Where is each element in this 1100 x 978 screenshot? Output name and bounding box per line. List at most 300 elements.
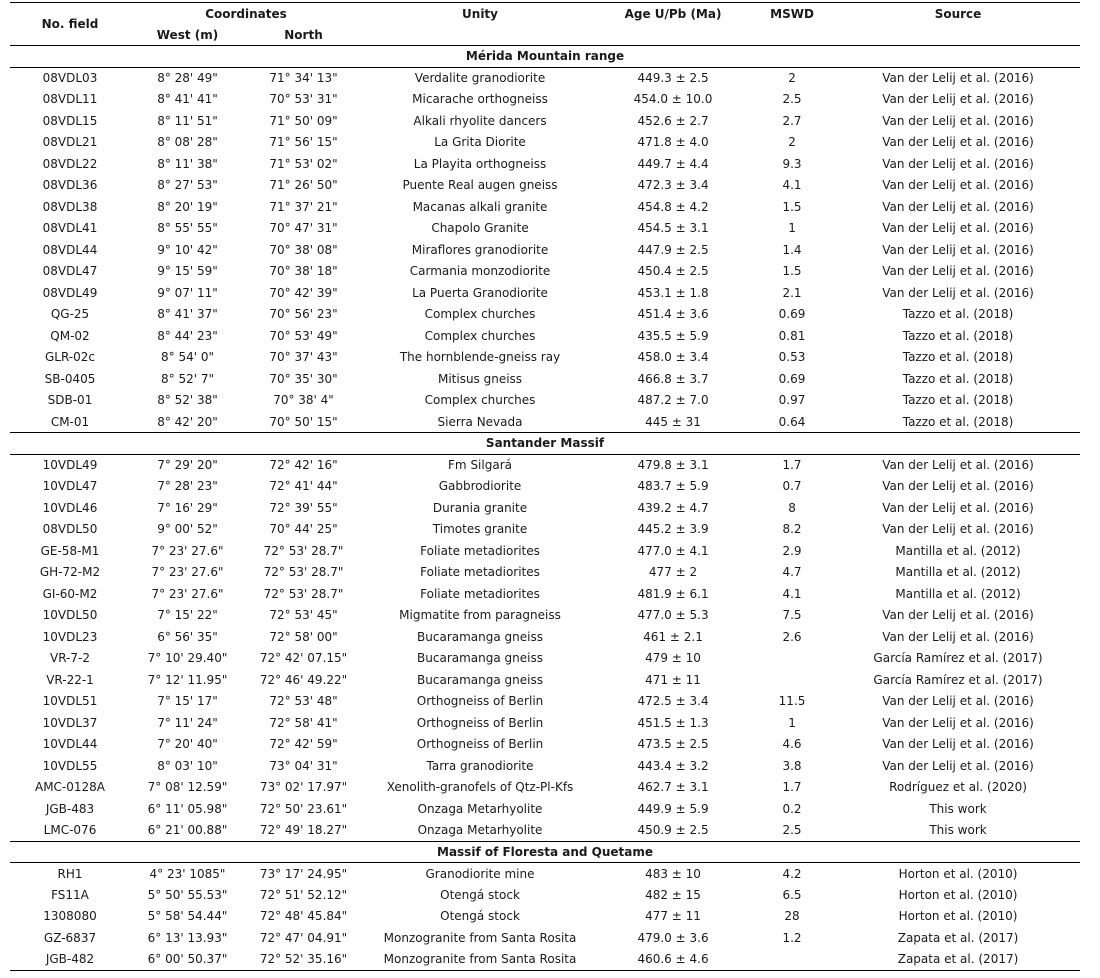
cell-north: 72° 41' 44" (269, 479, 338, 494)
cell-mswd: 1.7 (782, 780, 802, 795)
cell-age: 452.6 ± 2.7 (637, 113, 709, 128)
table-row (10, 927, 1080, 949)
cell-no-field: VR-7-2 (50, 651, 90, 666)
cell-north: 72° 53' 28.7" (263, 586, 344, 601)
cell-unity: Mitisus gneiss (437, 371, 523, 386)
cell-source: Van der Lelij et al. (2016) (882, 178, 1034, 193)
cell-north: 72° 53' 45" (269, 608, 338, 623)
cell-north: 70° 38' 08" (269, 242, 338, 257)
cell-source: Zapata et al. (2017) (897, 930, 1019, 945)
table-row (10, 368, 1080, 390)
cell-no-field: 10VDL55 (42, 758, 98, 773)
cell-source: Van der Lelij et al. (2016) (882, 694, 1034, 709)
cell-age: 445 ± 31 (645, 414, 701, 429)
cell-age: 471 ± 11 (645, 672, 701, 687)
cell-source: Horton et al. (2010) (898, 887, 1018, 902)
cell-mswd: 0.7 (782, 479, 802, 494)
cell-no-field: GE-58-M1 (40, 543, 100, 558)
table-row (10, 669, 1080, 691)
cell-unity: Orthogneiss of Berlin (416, 737, 544, 752)
table-row (10, 132, 1080, 154)
cell-source: Van der Lelij et al. (2016) (882, 71, 1034, 85)
table-row (10, 626, 1080, 648)
cell-unity: Fm Silgará (448, 458, 512, 472)
cell-source: Tazzo et al. (2018) (902, 328, 1014, 343)
cell-mswd: 4.1 (782, 178, 802, 193)
cell-age: 483.7 ± 5.9 (637, 479, 709, 494)
cell-source: Van der Lelij et al. (2016) (882, 285, 1034, 300)
cell-unity: Bucaramanga gneiss (417, 629, 543, 644)
cell-age: 443.4 ± 3.2 (637, 758, 709, 773)
cell-mswd: 2.7 (782, 113, 802, 128)
cell-west: 9° 10' 42" (157, 242, 218, 257)
cell-unity: Gabbrodiorite (438, 479, 522, 494)
cell-no-field: 08VDL49 (42, 285, 98, 300)
table-row (10, 110, 1080, 132)
cell-north: 72° 49' 18.27" (259, 823, 348, 837)
cell-source: Van der Lelij et al. (2016) (882, 156, 1034, 171)
cell-mswd: 0.53 (778, 350, 806, 365)
cell-west: 9° 15' 59" (157, 264, 218, 279)
cell-west: 7° 23' 27.6" (151, 565, 224, 580)
cell-mswd: 8 (788, 500, 796, 515)
cell-unity: Orthogneiss of Berlin (416, 715, 544, 730)
header-coordinates: Coordinates (205, 7, 287, 21)
cell-mswd: 2.9 (782, 543, 802, 558)
cell-north: 71° 56' 15" (269, 135, 338, 150)
cell-mswd (748, 669, 836, 691)
table-row (10, 476, 1080, 498)
cell-north: 72° 39' 55" (269, 500, 338, 515)
cell-unity: La Playita orthogneiss (413, 156, 547, 171)
cell-west: 7° 12' 11.95" (147, 672, 228, 687)
cell-west: 8° 20' 19" (157, 199, 218, 214)
cell-west: 8° 52' 7" (161, 371, 214, 386)
cell-west: 7° 16' 29" (157, 500, 218, 515)
cell-west: 7° 15' 17" (157, 694, 218, 709)
cell-north: 72° 53' 28.7" (263, 565, 344, 580)
cell-unity: Foliate metadiorites (420, 565, 540, 580)
table-row (10, 777, 1080, 799)
header-mswd: MSWD (770, 7, 814, 21)
cell-north: 72° 53' 28.7" (263, 543, 344, 558)
cell-mswd: 0.81 (778, 328, 806, 343)
cell-no-field: QG-25 (50, 307, 90, 322)
cell-source: Van der Lelij et al. (2016) (882, 242, 1034, 257)
cell-no-field: SB-0405 (44, 371, 96, 386)
cell-no-field: 10VDL49 (42, 458, 98, 472)
cell-north: 72° 58' 00" (269, 629, 338, 644)
cell-west: 7° 20' 40" (157, 737, 218, 752)
cell-source: Tazzo et al. (2018) (902, 307, 1014, 322)
table-row (10, 583, 1080, 605)
cell-source: Rodríguez et al. (2020) (889, 780, 1027, 795)
cell-mswd: 4.2 (782, 866, 802, 881)
cell-north: 71° 53' 02" (269, 156, 338, 171)
cell-west: 8° 44' 23" (157, 328, 218, 343)
cell-north: 72° 52' 35.16" (245, 949, 362, 971)
header-north: North (245, 25, 362, 46)
table-row (10, 390, 1080, 412)
cell-no-field: CM-01 (50, 414, 90, 429)
table-row (10, 411, 1080, 433)
geochronology-table (10, 2, 1080, 971)
cell-age: 481.9 ± 6.1 (637, 586, 709, 601)
cell-mswd: 4.6 (782, 737, 802, 752)
cell-source: Horton et al. (2010) (898, 909, 1018, 924)
cell-mswd: 1.2 (782, 930, 802, 945)
table-row (10, 605, 1080, 627)
cell-unity: Complex churches (424, 328, 536, 343)
table-row (10, 239, 1080, 261)
cell-unity: Micarache orthogneiss (412, 92, 548, 107)
cell-unity: Miraflores granodiorite (411, 242, 549, 257)
cell-north: 72° 42' 16" (269, 458, 338, 472)
cell-mswd: 1.7 (782, 458, 802, 472)
cell-west: 5° 50' 55.53" (147, 887, 228, 902)
cell-north: 70° 53' 49" (269, 328, 338, 343)
cell-no-field: 08VDL41 (42, 221, 98, 236)
cell-no-field: 10VDL37 (42, 715, 98, 730)
cell-no-field: 08VDL38 (42, 199, 98, 214)
cell-unity: Migmatite from paragneiss (399, 608, 561, 623)
cell-mswd: 4.7 (782, 565, 802, 580)
cell-west: 9° 07' 11" (157, 285, 218, 300)
table-row (10, 304, 1080, 326)
cell-north: 70° 38' 4" (273, 393, 334, 408)
table-row (10, 454, 1080, 476)
cell-mswd: 2.5 (782, 823, 802, 837)
cell-age: 462.7 ± 3.1 (637, 780, 709, 795)
cell-west: 6° 00' 50.37" (130, 949, 245, 971)
cell-no-field: 08VDL50 (42, 522, 98, 537)
cell-age: 454.0 ± 10.0 (633, 92, 713, 107)
cell-source: Van der Lelij et al. (2016) (882, 500, 1034, 515)
header-age: Age U/Pb (Ma) (624, 7, 722, 21)
cell-no-field: 08VDL36 (42, 178, 98, 193)
cell-north: 72° 58' 41" (269, 715, 338, 730)
cell-north: 71° 37' 21" (269, 199, 338, 214)
cell-age: 477.0 ± 4.1 (637, 543, 709, 558)
cell-north: 70° 50' 15" (269, 414, 338, 429)
cell-age: 479.8 ± 3.1 (637, 458, 709, 472)
section-title: Massif of Floresta and Quetame (10, 841, 1080, 863)
cell-no-field: 08VDL11 (42, 92, 98, 107)
cell-source: Tazzo et al. (2018) (902, 393, 1014, 408)
cell-source: Mantilla et al. (2012) (895, 543, 1021, 558)
cell-source: Tazzo et al. (2018) (902, 350, 1014, 365)
cell-unity: Foliate metadiorites (420, 543, 540, 558)
cell-unity: The hornblende-gneiss ray (399, 350, 561, 365)
cell-mswd: 8.2 (782, 522, 802, 537)
table-body (10, 46, 1080, 971)
cell-west: 6° 56' 35" (157, 629, 218, 644)
cell-north: 72° 48' 45.84" (259, 909, 348, 924)
cell-no-field: JGB-482 (10, 949, 130, 971)
cell-north: 71° 26' 50" (269, 178, 338, 193)
cell-age: 450.4 ± 2.5 (637, 264, 709, 279)
cell-north: 72° 50' 23.61" (259, 801, 348, 816)
cell-no-field: GI-60-M2 (42, 586, 98, 601)
cell-west: 6° 21' 00.88" (147, 823, 228, 837)
table-row (10, 519, 1080, 541)
cell-source: Van der Lelij et al. (2016) (882, 92, 1034, 107)
cell-age: 482 ± 15 (645, 887, 701, 902)
cell-age: 449.3 ± 2.5 (637, 71, 709, 85)
table-row (10, 755, 1080, 777)
cell-source: Van der Lelij et al. (2016) (882, 479, 1034, 494)
cell-unity: Durania granite (432, 500, 528, 515)
table-row (10, 175, 1080, 197)
cell-source: Van der Lelij et al. (2016) (882, 221, 1034, 236)
cell-west: 7° 28' 23" (157, 479, 218, 494)
cell-unity: Carmania monzodiorite (409, 264, 551, 279)
cell-source: Tazzo et al. (2018) (902, 414, 1014, 429)
table-row (10, 196, 1080, 218)
cell-age: 477 ± 11 (645, 909, 701, 924)
cell-source: Van der Lelij et al. (2016) (882, 135, 1034, 150)
cell-age: 461 ± 2.1 (643, 629, 703, 644)
cell-west: 9° 00' 52" (157, 522, 218, 537)
cell-unity: Xenolith-granofels of Qtz-Pl-Kfs (386, 780, 574, 795)
cell-unity: Otengá stock (440, 909, 520, 924)
cell-unity: Bucaramanga gneiss (417, 651, 543, 666)
cell-west: 8° 52' 38" (157, 393, 218, 408)
cell-unity: Monzogranite from Santa Rosita (383, 930, 577, 945)
cell-no-field: FS11A (51, 887, 89, 902)
cell-age: 460.6 ± 4.6 (598, 949, 748, 971)
cell-age: 471.8 ± 4.0 (637, 135, 709, 150)
cell-age: 479 ± 10 (645, 651, 701, 666)
cell-source: Zapata et al. (2017) (836, 949, 1080, 971)
cell-no-field: 08VDL22 (42, 156, 98, 171)
cell-west: 8° 27' 53" (157, 178, 218, 193)
cell-west: 6° 13' 13.93" (147, 930, 228, 945)
cell-north: 73° 04' 31" (269, 758, 338, 773)
cell-mswd: 3.8 (782, 758, 802, 773)
cell-mswd (748, 949, 836, 971)
header-no-field: No. field (41, 17, 99, 31)
cell-source: Van der Lelij et al. (2016) (882, 737, 1034, 752)
section-header (10, 46, 1080, 68)
cell-age: 451.4 ± 3.6 (637, 307, 709, 322)
cell-mswd: 1.5 (782, 264, 802, 279)
table-row (10, 540, 1080, 562)
cell-source: Van der Lelij et al. (2016) (882, 458, 1034, 472)
cell-no-field: 10VDL46 (42, 500, 98, 515)
cell-age: 439.2 ± 4.7 (637, 500, 709, 515)
cell-mswd: 28 (784, 909, 800, 924)
section-header (10, 841, 1080, 863)
cell-north: 71° 34' 13" (269, 71, 338, 85)
cell-west: 8° 41' 41" (157, 92, 218, 107)
cell-mswd: 6.5 (782, 887, 802, 902)
cell-unity: Macanas alkali granite (412, 199, 548, 214)
cell-no-field: 08VDL03 (42, 71, 98, 85)
cell-no-field: 08VDL21 (42, 135, 98, 150)
table-row (10, 863, 1080, 885)
cell-source: This work (929, 823, 987, 837)
cell-no-field: SDB-01 (47, 393, 93, 408)
cell-mswd: 9.3 (782, 156, 802, 171)
cell-source: García Ramírez et al. (2017) (873, 672, 1043, 687)
cell-west: 8° 28' 49" (157, 71, 218, 85)
cell-north: 70° 53' 31" (269, 92, 338, 107)
cell-mswd: 1.5 (782, 199, 802, 214)
cell-source: Tazzo et al. (2018) (902, 371, 1014, 386)
cell-age: 473.5 ± 2.5 (637, 737, 709, 752)
cell-north: 72° 47' 04.91" (259, 930, 348, 945)
cell-source: Van der Lelij et al. (2016) (882, 758, 1034, 773)
cell-age: 449.9 ± 5.9 (637, 801, 709, 816)
cell-age: 454.8 ± 4.2 (637, 199, 709, 214)
cell-north: 73° 17' 24.95" (259, 866, 348, 881)
table-row (10, 89, 1080, 111)
cell-north: 72° 46' 49.22" (259, 672, 348, 687)
table-row (10, 906, 1080, 928)
cell-unity: Puente Real augen gneiss (402, 178, 558, 193)
table-row (10, 497, 1080, 519)
cell-west: 6° 11' 05.98" (147, 801, 228, 816)
cell-no-field: GLR-02c (44, 350, 96, 365)
table-row (10, 347, 1080, 369)
cell-west: 8° 55' 55" (157, 221, 218, 236)
cell-unity: Complex churches (424, 393, 536, 408)
header-source: Source (934, 7, 982, 21)
cell-no-field: 08VDL47 (42, 264, 98, 279)
cell-west: 7° 15' 22" (157, 608, 218, 623)
table-row (10, 820, 1080, 842)
cell-no-field: AMC-0128A (34, 780, 106, 795)
cell-north: 70° 35' 30" (269, 371, 338, 386)
cell-west: 7° 29' 20" (157, 458, 218, 472)
table-row (10, 884, 1080, 906)
cell-north: 70° 38' 18" (269, 264, 338, 279)
cell-source: Van der Lelij et al. (2016) (882, 264, 1034, 279)
cell-age: 472.3 ± 3.4 (637, 178, 709, 193)
cell-unity: Otengá stock (440, 887, 520, 902)
cell-north: 70° 37' 43" (269, 350, 338, 365)
cell-age: 435.5 ± 5.9 (637, 328, 709, 343)
cell-age: 472.5 ± 3.4 (637, 694, 709, 709)
cell-no-field: 1308080 (43, 909, 97, 924)
cell-no-field: 10VDL51 (42, 694, 98, 709)
cell-mswd: 2 (788, 71, 796, 85)
cell-unity: Orthogneiss of Berlin (416, 694, 544, 709)
section-title: Santander Massif (10, 433, 1080, 455)
header-unity: Unity (462, 7, 498, 21)
cell-mswd: 0.64 (778, 414, 806, 429)
cell-north: 73° 02' 17.97" (259, 780, 348, 795)
cell-age: 454.5 ± 3.1 (637, 221, 709, 236)
cell-age: 453.1 ± 1.8 (637, 285, 709, 300)
cell-no-field: VR-22-1 (46, 672, 94, 687)
table-row (10, 648, 1080, 670)
cell-north: 71° 50' 09" (269, 113, 338, 128)
cell-no-field: JGB-483 (45, 801, 95, 816)
cell-mswd: 2.1 (782, 285, 802, 300)
cell-north: 72° 53' 48" (269, 694, 338, 709)
cell-unity: Onzaga Metarhyolite (417, 823, 543, 837)
header-west: West (m) (130, 25, 245, 46)
cell-no-field: 08VDL44 (42, 242, 98, 257)
section-header (10, 433, 1080, 455)
table-row (10, 325, 1080, 347)
cell-source: Van der Lelij et al. (2016) (882, 113, 1034, 128)
cell-no-field: RH1 (57, 866, 83, 881)
cell-unity: Alkali rhyolite dancers (413, 113, 547, 128)
cell-mswd: 4.1 (782, 586, 802, 601)
cell-mswd: 0.2 (782, 801, 802, 816)
cell-no-field: 10VDL44 (42, 737, 98, 752)
cell-west: 8° 42' 20" (157, 414, 218, 429)
cell-west: 7° 08' 12.59" (147, 780, 228, 795)
cell-mswd: 2.5 (782, 92, 802, 107)
cell-unity: La Puerta Granodiorite (412, 285, 548, 300)
cell-age: 449.7 ± 4.4 (637, 156, 709, 171)
cell-north: 72° 42' 59" (269, 737, 338, 752)
cell-unity: Sierra Nevada (437, 414, 523, 429)
cell-unity: Foliate metadiorites (420, 586, 540, 601)
cell-age: 479.0 ± 3.6 (637, 930, 709, 945)
cell-unity: Tarra granodiorite (426, 758, 534, 773)
cell-age: 458.0 ± 3.4 (637, 350, 709, 365)
cell-west: 7° 10' 29.40" (147, 651, 228, 666)
cell-mswd: 0.69 (778, 307, 806, 322)
cell-west: 5° 58' 54.44" (147, 909, 228, 924)
cell-unity: Timotes granite (432, 522, 528, 537)
cell-mswd: 2.6 (782, 629, 802, 644)
table-row (10, 261, 1080, 283)
table-row (10, 562, 1080, 584)
cell-mswd: 1.4 (782, 242, 802, 257)
cell-no-field: 10VDL23 (42, 629, 98, 644)
cell-source: This work (929, 801, 987, 816)
cell-west: 8° 08' 28" (157, 135, 218, 150)
cell-north: 70° 42' 39" (269, 285, 338, 300)
cell-no-field: QM-02 (50, 328, 90, 343)
cell-mswd: 2 (788, 135, 796, 150)
cell-age: 477.0 ± 5.3 (637, 608, 709, 623)
cell-source: Van der Lelij et al. (2016) (882, 522, 1034, 537)
cell-age: 466.8 ± 3.7 (637, 371, 709, 386)
cell-north: 70° 44' 25" (269, 522, 338, 537)
cell-unity: Chapolo Granite (431, 221, 529, 236)
cell-source: Horton et al. (2010) (898, 866, 1018, 881)
cell-age: 447.9 ± 2.5 (637, 242, 709, 257)
cell-source: Van der Lelij et al. (2016) (882, 629, 1034, 644)
table-row (10, 218, 1080, 240)
cell-age: 451.5 ± 1.3 (637, 715, 709, 730)
cell-west: 8° 11' 38" (157, 156, 218, 171)
cell-west: 8° 11' 51" (157, 113, 218, 128)
section-title: Mérida Mountain range (10, 46, 1080, 68)
cell-no-field: 10VDL50 (42, 608, 98, 623)
cell-age: 445.2 ± 3.9 (637, 522, 709, 537)
cell-age: 487.2 ± 7.0 (637, 393, 709, 408)
cell-north: 70° 56' 23" (269, 307, 338, 322)
cell-age: 450.9 ± 2.5 (637, 823, 709, 837)
table-row (10, 282, 1080, 304)
table-row (10, 67, 1080, 89)
cell-source: Mantilla et al. (2012) (895, 565, 1021, 580)
cell-source: García Ramírez et al. (2017) (873, 651, 1043, 666)
cell-no-field: GH-72-M2 (39, 565, 101, 580)
cell-source: Van der Lelij et al. (2016) (882, 608, 1034, 623)
cell-west: 4° 23' 1085" (149, 866, 226, 881)
cell-unity: Granodiorite mine (425, 866, 535, 881)
cell-source: Van der Lelij et al. (2016) (882, 199, 1034, 214)
